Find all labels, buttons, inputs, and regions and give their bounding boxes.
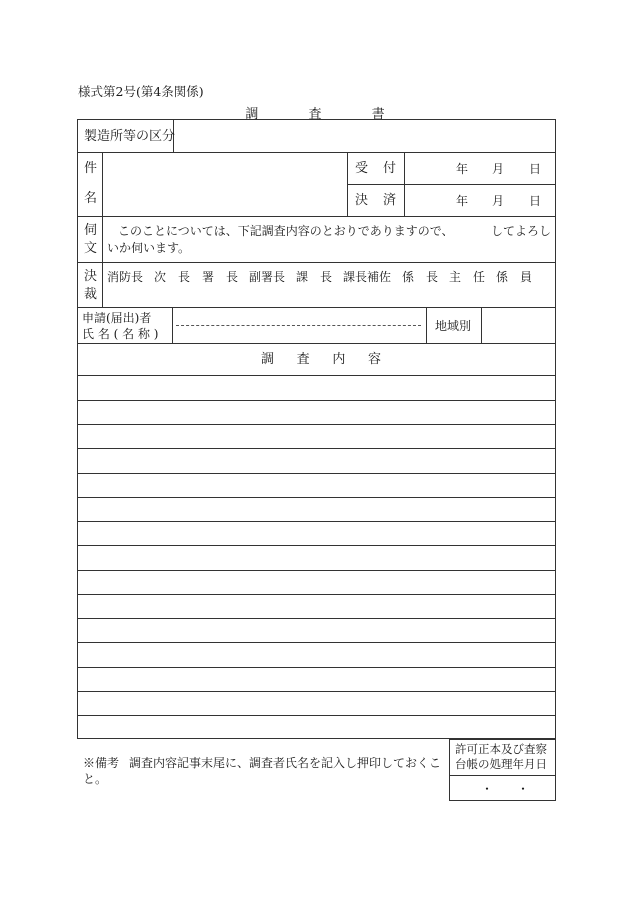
form-number: 様式第2号(第4条関係) [78,84,204,99]
applicant-label-1: 申請(届出)者 [82,311,152,325]
approver-title: 署 長 [202,270,239,284]
inquiry-text-line-2: いか伺います。 [107,241,191,255]
decision-label-2: 済 [383,193,397,208]
approval-label-2: 裁 [84,287,98,302]
subject-label-2: 名 [84,191,98,206]
approver-title: 課 長 [296,270,333,284]
content-header-char: 調 [261,352,275,367]
title-char: 調 [245,107,259,122]
receipt-label-2: 付 [383,161,397,176]
approver-title: 主 任 [449,270,486,284]
receipt-label-1: 受 [355,161,369,176]
survey-form-table [77,119,556,739]
decision-day-label: 日 [529,194,542,208]
applicant-label-2: 氏 名 ( 名 称 ) [82,327,159,341]
content-header [261,353,381,366]
decision-year-label: 年 [456,194,469,208]
inquiry-label-2: 文 [84,241,98,256]
processing-date-label-1: 許可正本及び査察 [455,742,547,756]
title-char: 査 [308,107,322,122]
approver-title: 消防長 [107,270,144,284]
inquiry-text-line-1: このことについては、下記調査内容のとおりでありますので、 [118,224,454,238]
approver-title: 係 員 [496,270,533,284]
remarks-note [83,755,443,787]
processing-date-value: ・ ・ [481,782,530,796]
remarks-text: 調査内容記事末尾に、調査者氏名を記入し押印しておくこと。 [83,756,442,786]
inquiry-label-1: 伺 [84,223,98,238]
title-char: 書 [371,107,385,122]
receipt-day-label: 日 [529,162,542,176]
processing-date-box [449,739,556,801]
facility-label: 製造所等の区分 [84,129,176,144]
approver-title: 課長補佐 [343,270,392,284]
decision-label-1: 決 [355,193,369,208]
approval-label-1: 決 [84,269,98,284]
receipt-month-label: 月 [492,162,505,176]
approver-title: 係 長 [402,270,439,284]
content-header-char: 査 [296,352,310,367]
processing-date-label-2: 台帳の処理年月日 [455,757,547,771]
remarks-prefix: ※備考 [83,756,120,770]
inquiry-text-line-1-end: してよろし [491,224,552,238]
approver-title: 次 長 [154,270,191,284]
region-label: 地域別 [435,319,472,333]
content-header-char: 内 [332,352,346,367]
receipt-year-label: 年 [456,162,469,176]
subject-label-1: 件 [84,161,98,176]
approver-title: 副署長 [249,270,286,284]
content-header-char: 容 [367,352,381,367]
decision-month-label: 月 [492,194,505,208]
